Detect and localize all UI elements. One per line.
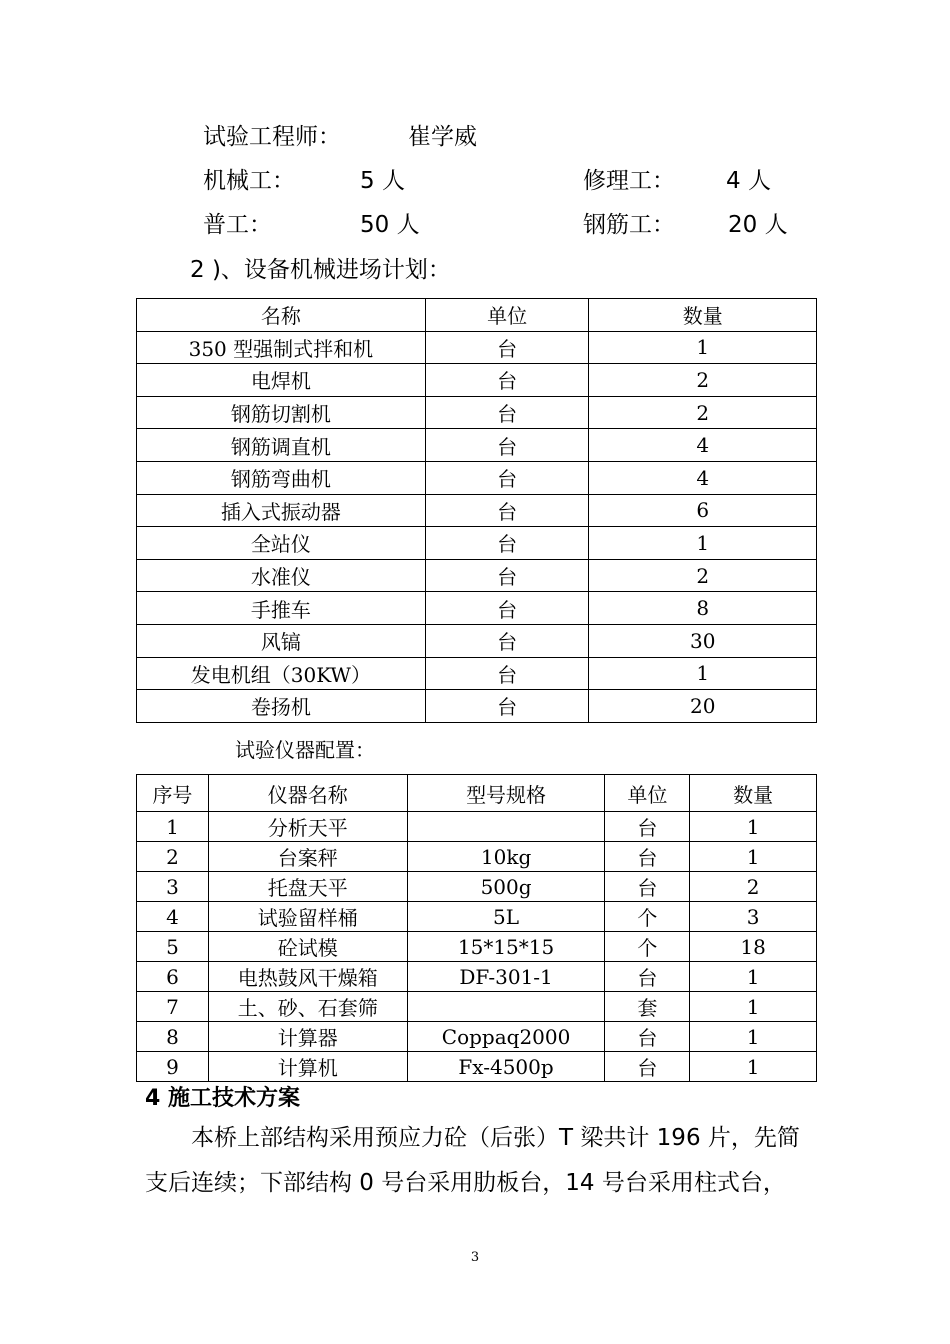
table-cell: 台 [425,461,589,494]
header-cell: 数量 [589,299,817,332]
table-cell: 2 [589,364,817,397]
table-cell: 试验留样桶 [208,902,407,932]
table-cell: 15*15*15 [407,932,605,962]
rebar-label: 钢筋工： [583,212,675,238]
table-cell: 钢筋调直机 [137,429,426,462]
table-cell: 台 [425,494,589,527]
table-cell: Coppaq2000 [407,1022,605,1052]
equipment-table [136,298,817,723]
table-row [137,429,817,462]
table-cell: 台 [605,962,690,992]
table-cell: 台 [425,592,589,625]
table-row [137,872,817,902]
table-header-row [137,775,817,812]
table-cell: 1 [690,992,817,1022]
table-cell: 30 [589,624,817,657]
table-cell: 2 [589,396,817,429]
table-cell: 2 [589,559,817,592]
table-row [137,461,817,494]
table-row [137,364,817,397]
laborer-count: 50 人 [360,212,420,238]
table-cell: 台 [425,657,589,690]
table-row [137,932,817,962]
table-row [137,527,817,560]
table-cell: 5L [407,902,605,932]
table-cell: 18 [690,932,817,962]
header-cell: 数量 [690,775,817,812]
table-row [137,559,817,592]
table-cell: 风镐 [137,624,426,657]
table-cell [407,812,605,842]
table-cell: 台 [425,624,589,657]
laborer-label: 普工： [203,212,272,238]
table-cell: 电热鼓风干燥箱 [208,962,407,992]
header-cell: 仪器名称 [208,775,407,812]
table-cell: 托盘天平 [208,872,407,902]
table-cell: 套 [605,992,690,1022]
table-cell: 个 [605,932,690,962]
mechanic-label: 机械工： [203,168,295,194]
table-cell: 3 [137,872,209,902]
table-cell: 台案秤 [208,842,407,872]
table-header-row [137,299,817,332]
table-row [137,992,817,1022]
table-cell: 台 [605,1022,690,1052]
table-cell: 台 [605,872,690,902]
section-4-line-1: 本桥上部结构采用预应力砼（后张）T 梁共计 196 片，先简 [191,1125,800,1151]
table-cell: 1 [690,962,817,992]
table-cell: 8 [589,592,817,625]
equipment-heading: 2 )、设备机械进场计划： [190,257,451,283]
table-cell: 全站仪 [137,527,426,560]
table-cell: 1 [137,812,209,842]
table-cell: 台 [425,396,589,429]
table-row [137,690,817,723]
table-cell: 台 [605,1052,690,1082]
table-row [137,592,817,625]
table-cell: 台 [425,527,589,560]
table-cell: 发电机组（30KW） [137,657,426,690]
header-cell: 单位 [425,299,589,332]
table-cell: 插入式振动器 [137,494,426,527]
table-cell: 手推车 [137,592,426,625]
test-engineer-name: 崔学威 [408,124,477,150]
table-row [137,962,817,992]
rebar-count: 20 人 [728,212,788,238]
table-cell: 4 [137,902,209,932]
equipment-table-body [137,299,817,723]
table-cell: 台 [605,812,690,842]
table-cell: 4 [589,461,817,494]
table-cell: 1 [589,657,817,690]
table-row [137,331,817,364]
table-cell: 1 [690,842,817,872]
table-cell: 分析天平 [208,812,407,842]
table-cell: 计算器 [208,1022,407,1052]
table-row [137,657,817,690]
section-4-line-2: 支后连续；下部结构 0 号台采用肋板台，14 号台采用柱式台， [145,1170,786,1196]
table-cell [407,992,605,1022]
repair-count: 4 人 [726,168,771,194]
table-cell: Fx-4500p [407,1052,605,1082]
table-cell: 水准仪 [137,559,426,592]
table-cell: 1 [690,1052,817,1082]
table-cell: 个 [605,902,690,932]
table-cell: 钢筋弯曲机 [137,461,426,494]
table-cell: 钢筋切割机 [137,396,426,429]
table-cell: 10kg [407,842,605,872]
table-cell: 1 [589,331,817,364]
header-cell: 型号规格 [407,775,605,812]
table-cell: 台 [605,842,690,872]
instrument-table-body [137,775,817,1082]
table-row [137,624,817,657]
table-row [137,842,817,872]
header-cell: 单位 [605,775,690,812]
table-cell: 6 [589,494,817,527]
instrument-caption: 试验仪器配置： [235,738,375,762]
table-cell: 7 [137,992,209,1022]
table-cell: 台 [425,331,589,364]
table-cell: 8 [137,1022,209,1052]
table-cell: 3 [690,902,817,932]
table-cell: 土、砂、石套筛 [208,992,407,1022]
table-cell: DF-301-1 [407,962,605,992]
table-cell: 台 [425,690,589,723]
table-row [137,396,817,429]
table-row [137,1052,817,1082]
table-row [137,902,817,932]
table-cell: 2 [690,872,817,902]
table-cell: 台 [425,364,589,397]
page-number: 3 [470,1250,480,1265]
table-cell: 1 [589,527,817,560]
header-cell: 序号 [137,775,209,812]
table-cell: 1 [690,812,817,842]
table-cell: 砼试模 [208,932,407,962]
table-cell: 电焊机 [137,364,426,397]
mechanic-count: 5 人 [360,168,405,194]
repair-label: 修理工： [583,168,675,194]
table-cell: 9 [137,1052,209,1082]
instrument-table [136,774,817,1082]
header-cell: 名称 [137,299,426,332]
table-cell: 卷扬机 [137,690,426,723]
table-cell: 20 [589,690,817,723]
table-row [137,812,817,842]
table-cell: 350 型强制式拌和机 [137,331,426,364]
table-cell: 2 [137,842,209,872]
table-cell: 5 [137,932,209,962]
table-cell: 4 [589,429,817,462]
table-cell: 1 [690,1022,817,1052]
table-row [137,494,817,527]
section-4-heading: 4 施工技术方案 [145,1086,300,1111]
table-cell: 500g [407,872,605,902]
table-row [137,1022,817,1052]
table-cell: 6 [137,962,209,992]
table-cell: 计算机 [208,1052,407,1082]
table-cell: 台 [425,559,589,592]
table-cell: 台 [425,429,589,462]
test-engineer-label: 试验工程师： [203,124,341,150]
